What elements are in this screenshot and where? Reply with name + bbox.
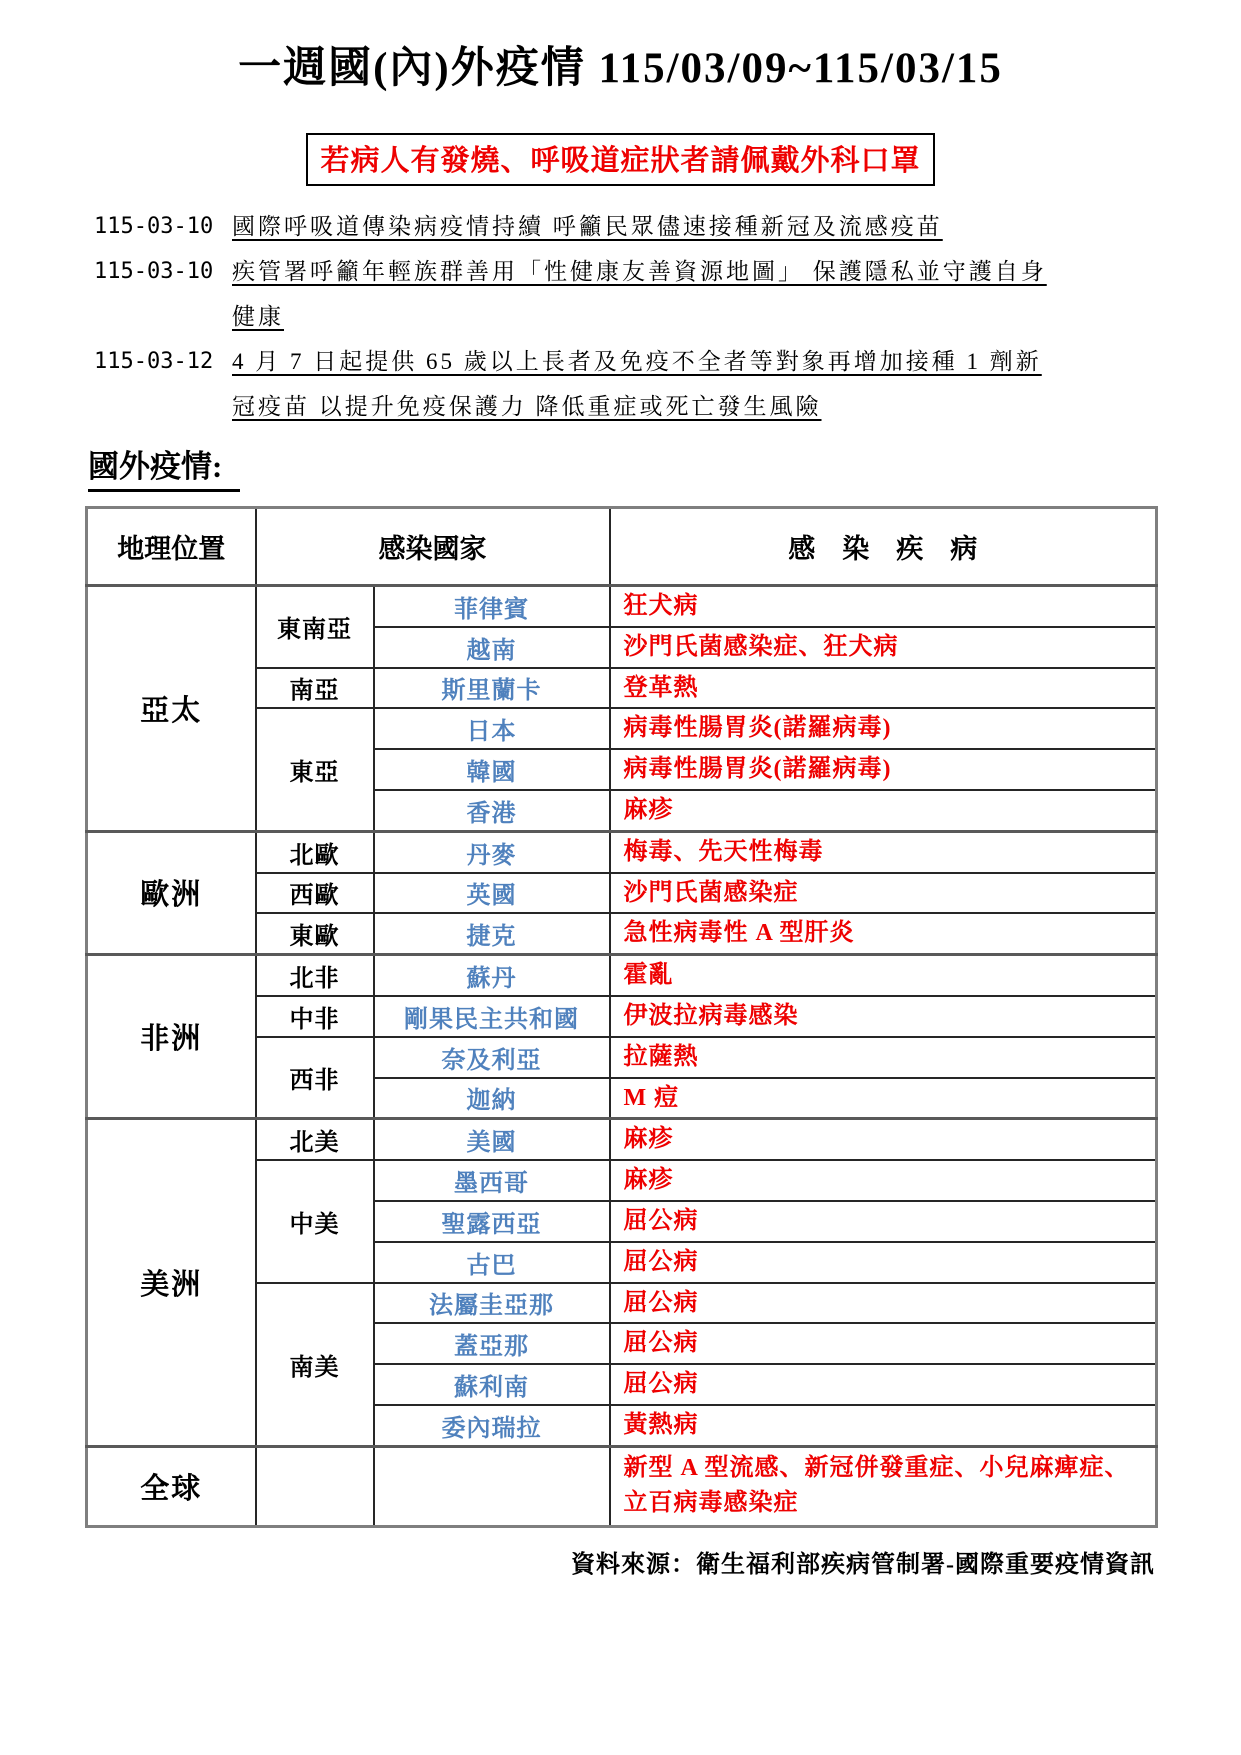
disease-cell: 屈公病 xyxy=(610,1201,1157,1242)
country-cell: 委內瑞拉 xyxy=(374,1405,610,1446)
subregion-cell: 東亞 xyxy=(256,708,374,831)
country-cell: 菲律賓 xyxy=(374,586,610,627)
header-disease: 感 染 疾 病 xyxy=(610,508,1157,586)
subregion-cell: 南亞 xyxy=(256,668,374,709)
section-heading-text: 國外疫情: xyxy=(88,441,240,492)
news-date: 115-03-12 xyxy=(94,349,214,374)
news-headline: 國際呼吸道傳染病疫情持續 呼籲民眾儘速接種新冠及流感疫苗 xyxy=(232,214,943,239)
disease-cell: 屈公病 xyxy=(610,1323,1157,1364)
source-note: 資料來源：衛生福利部疾病管制署-國際重要疫情資訊 xyxy=(571,1551,1155,1578)
country-cell: 日本 xyxy=(374,708,610,749)
country-cell: 奈及利亞 xyxy=(374,1037,610,1078)
country-cell: 迦納 xyxy=(374,1078,610,1119)
disease-cell: 麻疹 xyxy=(610,790,1157,831)
disease-cell: 屈公病 xyxy=(610,1364,1157,1405)
subregion-cell: 西歐 xyxy=(256,873,374,914)
country-cell: 韓國 xyxy=(374,749,610,790)
subregion-cell xyxy=(256,1446,374,1526)
news-date: 115-03-10 xyxy=(94,259,214,284)
table-row xyxy=(87,1446,1157,1526)
disease-cell: M 痘 xyxy=(610,1078,1157,1119)
country-cell: 法屬圭亞那 xyxy=(374,1283,610,1324)
country-cell: 香港 xyxy=(374,790,610,831)
page-title: 一週國(內)外疫情 115/03/09~115/03/15 xyxy=(238,45,1003,92)
region-cell: 歐洲 xyxy=(87,831,256,954)
header-location: 地理位置 xyxy=(87,508,256,586)
subregion-cell: 東歐 xyxy=(256,913,374,954)
disease-cell: 屈公病 xyxy=(610,1283,1157,1324)
news-item xyxy=(94,339,1094,429)
disease-cell: 黃熱病 xyxy=(610,1405,1157,1446)
region-cell: 非洲 xyxy=(87,955,256,1119)
alert-banner xyxy=(306,133,934,186)
disease-cell: 拉薩熱 xyxy=(610,1037,1157,1078)
country-cell: 蘇丹 xyxy=(374,955,610,996)
disease-cell: 沙門氏菌感染症 xyxy=(610,873,1157,914)
disease-cell: 登革熱 xyxy=(610,668,1157,709)
subregion-cell: 南美 xyxy=(256,1283,374,1447)
region-cell: 美洲 xyxy=(87,1119,256,1446)
disease-cell: 屈公病 xyxy=(610,1242,1157,1283)
country-cell: 古巴 xyxy=(374,1242,610,1283)
region-cell: 亞太 xyxy=(87,586,256,832)
subregion-cell: 北美 xyxy=(256,1119,374,1160)
section-heading xyxy=(88,441,1241,492)
disease-cell: 麻疹 xyxy=(610,1160,1157,1201)
disease-cell: 病毒性腸胃炎(諾羅病毒) xyxy=(610,749,1157,790)
subregion-cell: 北歐 xyxy=(256,831,374,872)
disease-cell: 新型 A 型流感、新冠併發重症、小兒麻痺症、立百病毒感染症 xyxy=(610,1446,1157,1526)
disease-cell: 梅毒、先天性梅毒 xyxy=(610,831,1157,872)
country-cell: 蘇利南 xyxy=(374,1364,610,1405)
country-cell: 斯里蘭卡 xyxy=(374,668,610,709)
subregion-cell: 東南亞 xyxy=(256,586,374,668)
disease-cell: 狂犬病 xyxy=(610,586,1157,627)
news-headline: 疾管署呼籲年輕族群善用「性健康友善資源地圖」 保護隱私並守護自身健康 xyxy=(232,259,1047,329)
region-cell: 全球 xyxy=(87,1446,256,1526)
subregion-cell: 西非 xyxy=(256,1037,374,1119)
country-cell: 英國 xyxy=(374,873,610,914)
subregion-cell: 中非 xyxy=(256,996,374,1037)
subregion-cell: 中美 xyxy=(256,1160,374,1282)
country-cell: 剛果民主共和國 xyxy=(374,996,610,1037)
news-headline: 4 月 7 日起提供 65 歲以上長者及免疫不全者等對象再增加接種 1 劑新冠疫苗 以提升免疫保護力 降低重症或死亡發生風險 xyxy=(232,349,1042,419)
disease-cell: 急性病毒性 A 型肝炎 xyxy=(610,913,1157,954)
news-item xyxy=(94,204,1094,249)
epidemic-table xyxy=(85,506,1158,1528)
news-item xyxy=(94,249,1094,339)
disease-cell: 伊波拉病毒感染 xyxy=(610,996,1157,1037)
disease-cell: 病毒性腸胃炎(諾羅病毒) xyxy=(610,708,1157,749)
subregion-cell: 北非 xyxy=(256,955,374,996)
disease-cell: 沙門氏菌感染症、狂犬病 xyxy=(610,627,1157,668)
header-country: 感染國家 xyxy=(256,508,610,586)
country-cell xyxy=(374,1446,610,1526)
country-cell: 丹麥 xyxy=(374,831,610,872)
disease-cell: 霍亂 xyxy=(610,955,1157,996)
country-cell: 捷克 xyxy=(374,913,610,954)
alert-text: 若病人有發燒、呼吸道症狀者請佩戴外科口罩 xyxy=(320,145,921,177)
news-date: 115-03-10 xyxy=(94,214,214,239)
disease-cell: 麻疹 xyxy=(610,1119,1157,1160)
table-row xyxy=(87,1119,1157,1160)
table-header-row xyxy=(87,508,1157,586)
country-cell: 越南 xyxy=(374,627,610,668)
country-cell: 美國 xyxy=(374,1119,610,1160)
table-row xyxy=(87,955,1157,996)
country-cell: 蓋亞那 xyxy=(374,1323,610,1364)
country-cell: 墨西哥 xyxy=(374,1160,610,1201)
table-row xyxy=(87,586,1157,627)
country-cell: 聖露西亞 xyxy=(374,1201,610,1242)
table-row xyxy=(87,831,1157,872)
news-list xyxy=(94,204,1094,429)
